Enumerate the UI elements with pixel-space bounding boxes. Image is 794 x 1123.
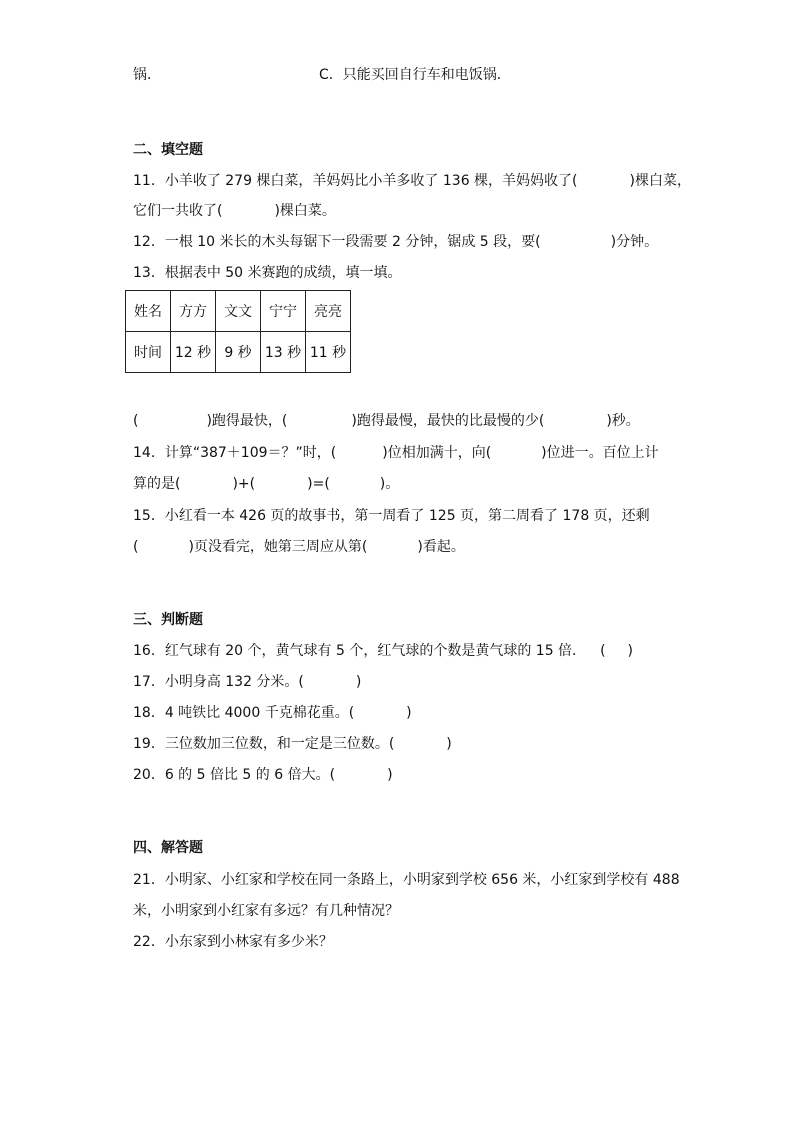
q13-text-a: (: [133, 413, 139, 429]
race-results-table: [125, 290, 351, 373]
q11-text-d: )棵白菜。: [274, 203, 336, 219]
question-16: [133, 642, 633, 660]
table-row: [126, 291, 351, 332]
question-21-line-1: 21．小明家、小红家和学校在同一条路上，小明家到学校 656 米，小红家到学校有 488: [133, 872, 680, 888]
section-title-solve: 四、解答题: [133, 840, 203, 856]
section-title-fill-blank: 二、填空题: [133, 142, 203, 158]
question-14-line-1: [133, 444, 659, 462]
section-title-true-false: 三、判断题: [133, 612, 203, 628]
q14-text-g: )。: [379, 476, 400, 492]
q13-text-d: )秒。: [606, 413, 640, 429]
question-19: [133, 735, 452, 753]
q18-text-a: 18．4 吨铁比 4000 千克棉花重。(: [133, 705, 355, 721]
table-header-cell: 宁宁: [261, 291, 306, 332]
table-cell: 11 秒: [306, 332, 351, 373]
q18-text-b: ): [406, 705, 412, 721]
question-14-line-2: [133, 475, 399, 493]
table-row: [126, 332, 351, 373]
option-c: C．只能买回自行车和电饭锅．: [319, 67, 511, 83]
q19-text-a: 19．三位数加三位数，和一定是三位数。(: [133, 736, 395, 752]
q17-text-a: 17．小明身高 132 分米。(: [133, 674, 304, 690]
q16-text-a: 16．红气球有 20 个，黄气球有 5 个，红气球的个数是黄气球的 15 倍．: [133, 643, 587, 659]
table-cell: 13 秒: [261, 332, 306, 373]
q12-text-b: )分钟。: [610, 234, 659, 250]
q19-text-b: ): [446, 736, 452, 752]
q16-text-c: ): [627, 643, 633, 659]
question-11-line-1: [133, 172, 691, 190]
q12-text-a: 12．一根 10 米长的木头每锯下一段需要 2 分钟，锯成 5 段，要(: [133, 234, 541, 250]
question-12: [133, 233, 658, 251]
q14-text-f: )=(: [307, 476, 330, 492]
table-cell: 12 秒: [171, 332, 216, 373]
q20-text-b: ): [387, 767, 393, 783]
question-13-intro: 13．根据表中 50 米赛跑的成绩，填一填。: [133, 265, 402, 281]
q15-text-b: (: [133, 539, 139, 555]
question-11-line-2: [133, 202, 336, 220]
q16-text-b: (: [600, 643, 606, 659]
q14-text-b: )位相加满十，向(: [382, 445, 492, 461]
q14-text-c: )位进一。百位上计: [541, 445, 659, 461]
table-header-cell: 亮亮: [306, 291, 351, 332]
q11-text-b: )棵白菜，: [629, 173, 691, 189]
question-20: [133, 766, 393, 784]
q17-text-b: ): [355, 674, 362, 690]
question-17: [133, 673, 361, 691]
q15-text-d: )看起。: [417, 539, 465, 555]
q11-text-c: 它们一共收了(: [133, 203, 223, 219]
q13-text-b: )跑得最快，(: [206, 413, 288, 429]
question-15-line-1: 15．小红看一本 426 页的故事书，第一周看了 125 页，第二周看了 178 页，还剩: [133, 508, 650, 524]
question-21-line-2: 米，小明家到小红家有多远？有几种情况？: [133, 903, 399, 919]
question-13-answer: [133, 412, 640, 430]
q11-text-a: 11．小羊收了 279 棵白菜，羊妈妈比小羊多收了 136 棵，羊妈妈收了(: [133, 173, 578, 189]
q14-text-d: 算的是(: [133, 476, 181, 492]
table-header-cell: 姓名: [126, 291, 171, 332]
q15-text-c: )页没看完，她第三周应从第(: [188, 539, 368, 555]
q20-text-a: 20．6 的 5 倍比 5 的 6 倍大。(: [133, 767, 336, 783]
q13-text-c: )跑得最慢，最快的比最慢的少(: [351, 413, 545, 429]
table-cell: 9 秒: [216, 332, 261, 373]
question-18: [133, 704, 412, 722]
prev-option-tail: 锅．: [133, 67, 161, 83]
q14-text-a: 14．计算“387＋109＝？”时，(: [133, 445, 337, 461]
q14-text-e: )+(: [232, 476, 256, 492]
table-header-cell: 方方: [171, 291, 216, 332]
table-header-cell: 文文: [216, 291, 261, 332]
question-15-line-2: [133, 538, 465, 556]
table-cell: 时间: [126, 332, 171, 373]
question-22: 22．小东家到小林家有多少米？: [133, 934, 333, 950]
